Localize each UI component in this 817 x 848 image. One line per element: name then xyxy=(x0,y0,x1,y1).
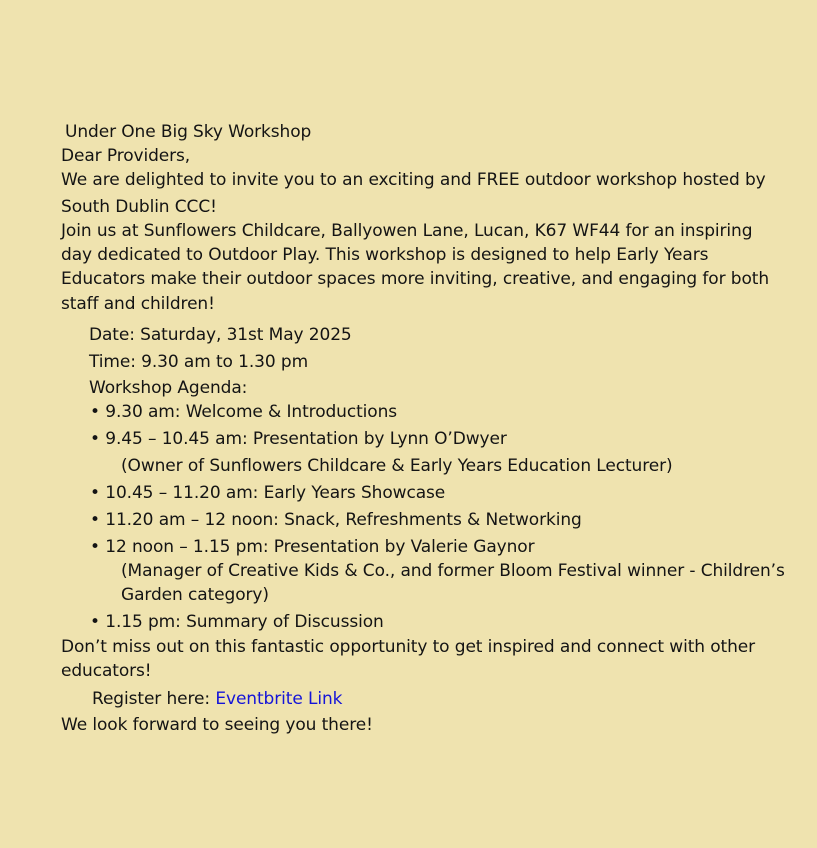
workshop-title: Under One Big Sky Workshop xyxy=(65,122,312,142)
eventbrite-link[interactable]: Eventbrite Link xyxy=(215,689,343,709)
closing-line: educators! xyxy=(61,661,152,681)
agenda-item: • 1.15 pm: Summary of Discussion xyxy=(90,612,384,632)
event-date: Date: Saturday, 31st May 2025 xyxy=(89,325,352,345)
agenda-item: • 11.20 am – 12 noon: Snack, Refreshments & Networking xyxy=(90,510,582,530)
register-line xyxy=(92,689,342,709)
intro-line: South Dublin CCC! xyxy=(61,197,217,217)
intro-line: Join us at Sunflowers Childcare, Ballyowen Lane, Lucan, K67 WF44 for an inspiring xyxy=(61,221,753,241)
agenda-item-detail: (Manager of Creative Kids & Co., and former Bloom Festival winner - Children’s xyxy=(121,561,785,581)
agenda-item: • 9.45 – 10.45 am: Presentation by Lynn O’Dwyer xyxy=(90,429,507,449)
agenda-item-detail: Garden category) xyxy=(121,585,269,605)
agenda-item: • 10.45 – 11.20 am: Early Years Showcase xyxy=(90,483,446,503)
intro-line: We are delighted to invite you to an exciting and FREE outdoor workshop hosted by xyxy=(61,170,766,190)
agenda-heading: Workshop Agenda: xyxy=(89,378,248,398)
greeting: Dear Providers, xyxy=(61,146,191,166)
agenda-item: • 9.30 am: Welcome & Introductions xyxy=(90,402,398,422)
intro-line: staff and children! xyxy=(61,294,215,314)
agenda-item-detail: (Owner of Sunflowers Childcare & Early Years Education Lecturer) xyxy=(121,456,673,476)
intro-line: Educators make their outdoor spaces more inviting, creative, and engaging for both xyxy=(61,269,770,289)
agenda-item: • 12 noon – 1.15 pm: Presentation by Valerie Gaynor xyxy=(90,537,535,557)
signoff: We look forward to seeing you there! xyxy=(61,715,373,735)
event-time: Time: 9.30 am to 1.30 pm xyxy=(89,352,309,372)
register-label: Register here: xyxy=(92,689,216,709)
intro-line: day dedicated to Outdoor Play. This workshop is designed to help Early Years xyxy=(61,245,709,265)
closing-line: Don’t miss out on this fantastic opportunity to get inspired and connect with other xyxy=(61,637,756,657)
